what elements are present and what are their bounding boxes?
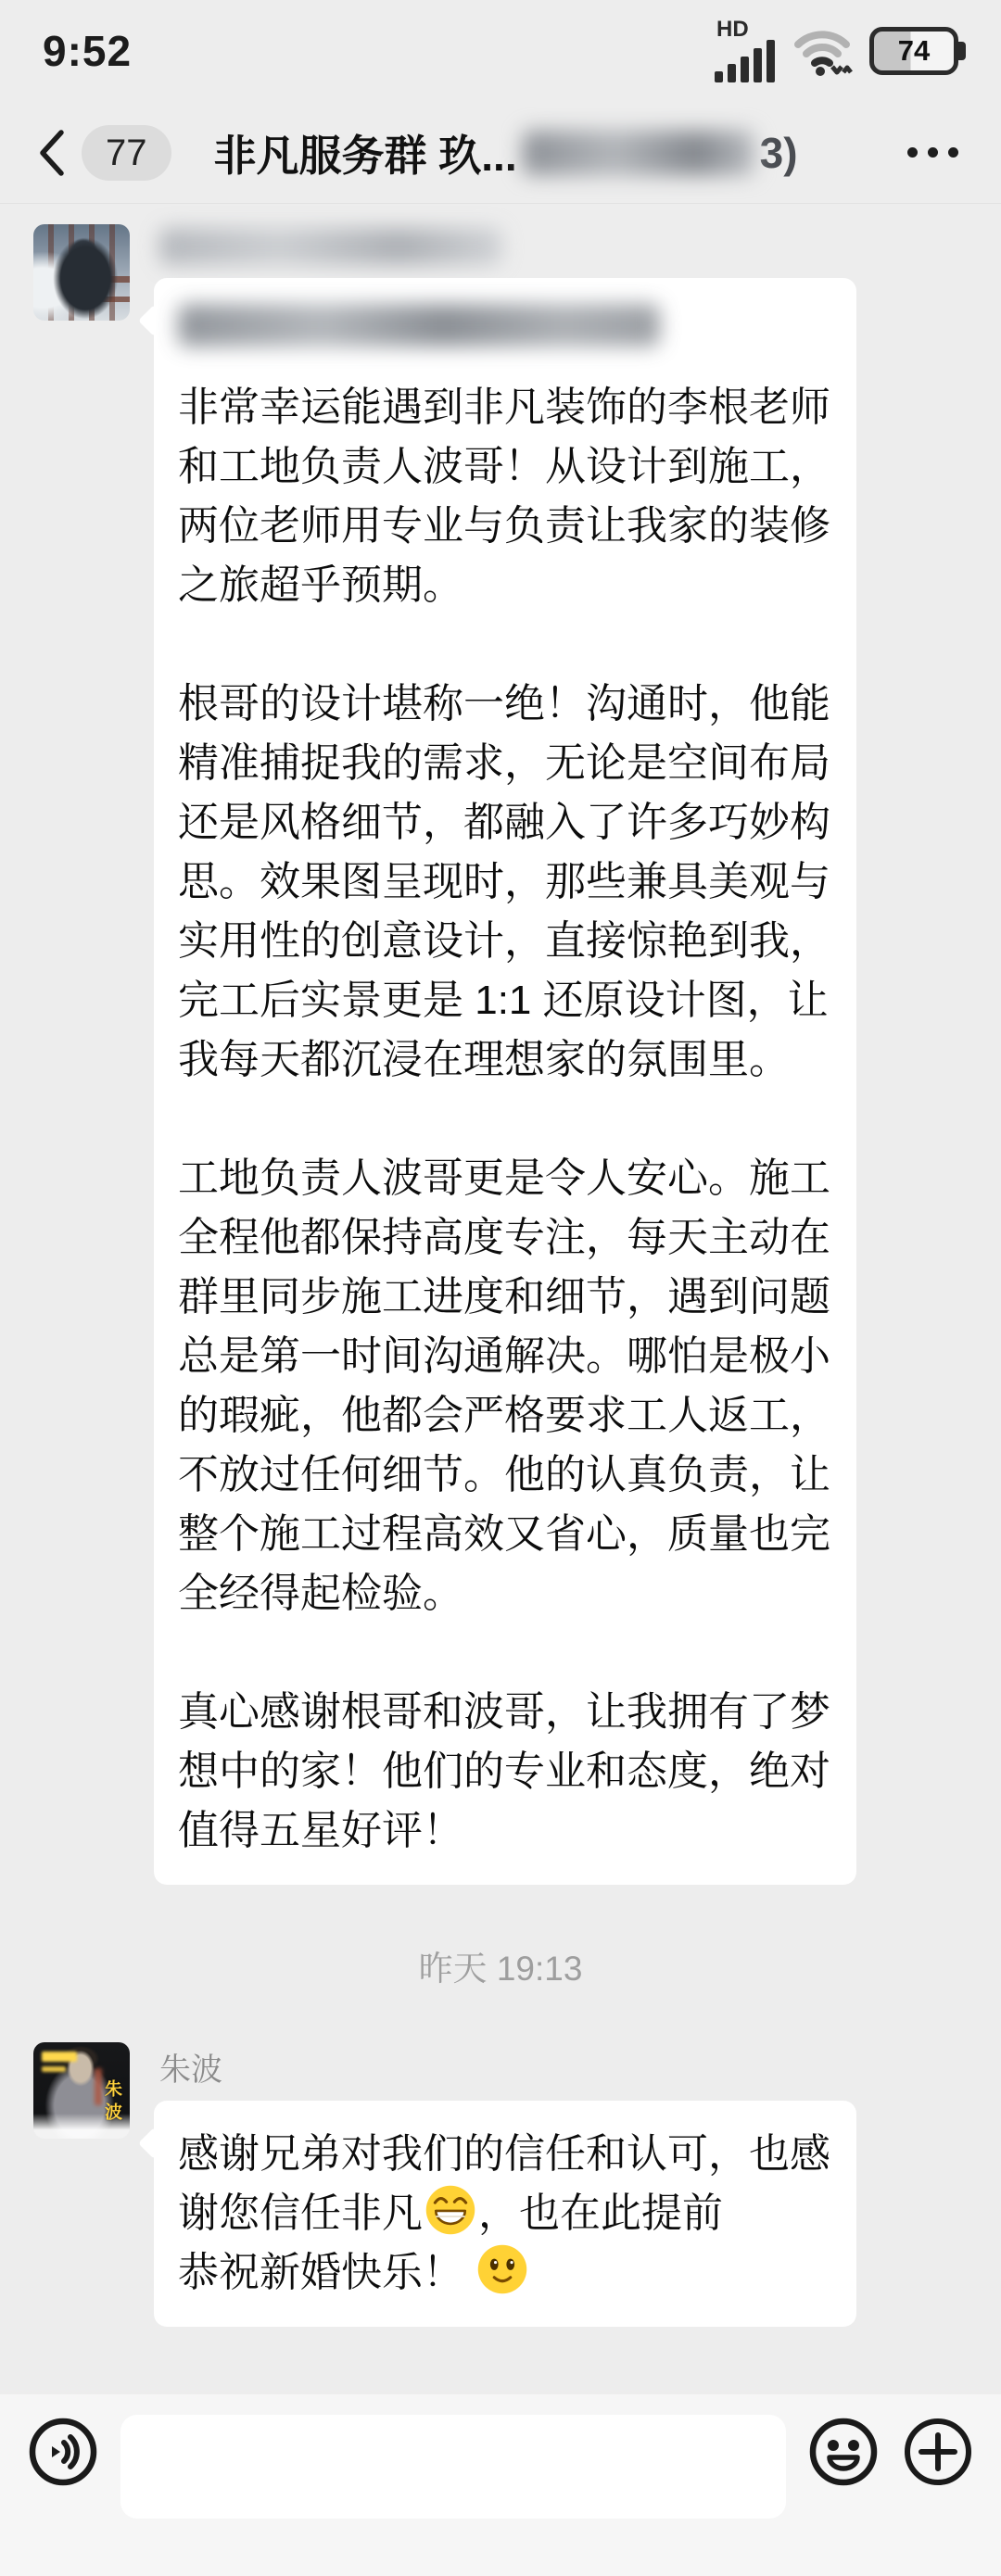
avatar-logo-mark [42, 2052, 77, 2062]
redacted-sender-name-blur [159, 228, 502, 265]
message-list [0, 204, 1001, 2327]
status-icons [715, 19, 958, 82]
status-bar [0, 0, 1001, 102]
hd-label: HD [716, 17, 749, 42]
chat-title [214, 122, 798, 183]
sender-avatar[interactable] [33, 2042, 130, 2139]
message-paragraph: 工地负责人波哥更是令人安心。施工全程他都保持高度专注，每天主动在群里同步施工进度和细节，遇到问题总是第一时间沟通解决。哪怕是极小的瑕疵，他都会严格要求工人返工，不放过任何细节。他的认真负责，让整个施工过程高效又省心，质量也完全经得起检验。 [178, 1155, 830, 1616]
message-text-input[interactable] [120, 2415, 786, 2519]
message-paragraph: 真心感谢根哥和波哥，让我拥有了梦想中的家！他们的专业和态度，绝对值得五星好评！ [178, 1689, 830, 1853]
unread-count-badge: 77 [82, 125, 171, 181]
nav-bar [0, 102, 1001, 204]
emoji-icon[interactable] [806, 2415, 881, 2489]
smile-emoji-icon [476, 2243, 528, 2295]
chevron-left-icon [37, 127, 69, 179]
sender-name-row [159, 224, 856, 269]
voice-icon[interactable] [26, 2415, 100, 2489]
timestamp-divider: 昨天 19:13 [418, 1950, 583, 1988]
sender-name: 朱波 [159, 2052, 222, 2088]
redacted-title-blur [523, 131, 754, 175]
sender-avatar[interactable] [33, 224, 130, 321]
signal-bars-icon [715, 19, 775, 82]
clock-time: 9:52 [43, 27, 133, 75]
message-row [0, 224, 1001, 1885]
grin-emoji-icon [424, 2184, 476, 2236]
more-menu-button[interactable] [902, 129, 964, 176]
battery-level: 74 [897, 34, 931, 67]
battery-icon [869, 27, 958, 75]
plus-icon[interactable] [901, 2415, 975, 2489]
message-row [0, 2042, 1001, 2327]
wifi-icon [792, 24, 853, 78]
message-paragraph: 根哥的设计堪称一绝！沟通时，他能精准捕捉我的需求，无论是空间布局还是风格细节，都融入了许多巧妙构思。效果图呈现时，那些兼具美观与实用性的创意设计，直接惊艳到我，完工后实景更是 1:1 还原设计图，让我每天都沉浸在理想家的氛围里。 [178, 681, 830, 1082]
ellipsis-more-icon [907, 147, 918, 158]
chat-title-text: 非凡服务群 玖... [213, 131, 517, 180]
message-paragraph: 非常幸运能遇到非凡装饰的李根老师和工地负责人波哥！从设计到施工，两位老师用专业与负责让我家的装修之旅超乎预期。 [178, 385, 830, 608]
redacted-text-blur [178, 304, 660, 347]
chat-title-suffix: 3) [759, 128, 798, 177]
message-bubble[interactable] [154, 2101, 856, 2327]
back-button[interactable] [37, 125, 171, 181]
message-input-bar [0, 2394, 1001, 2576]
avatar-watermark-text: 朱波 [102, 2079, 121, 2126]
message-paragraph: 感谢兄弟对我们的信任和认可，也感谢您信任非凡 ，也在此提前 恭祝新婚快乐！ [178, 2131, 830, 2295]
message-bubble[interactable] [154, 278, 856, 1885]
